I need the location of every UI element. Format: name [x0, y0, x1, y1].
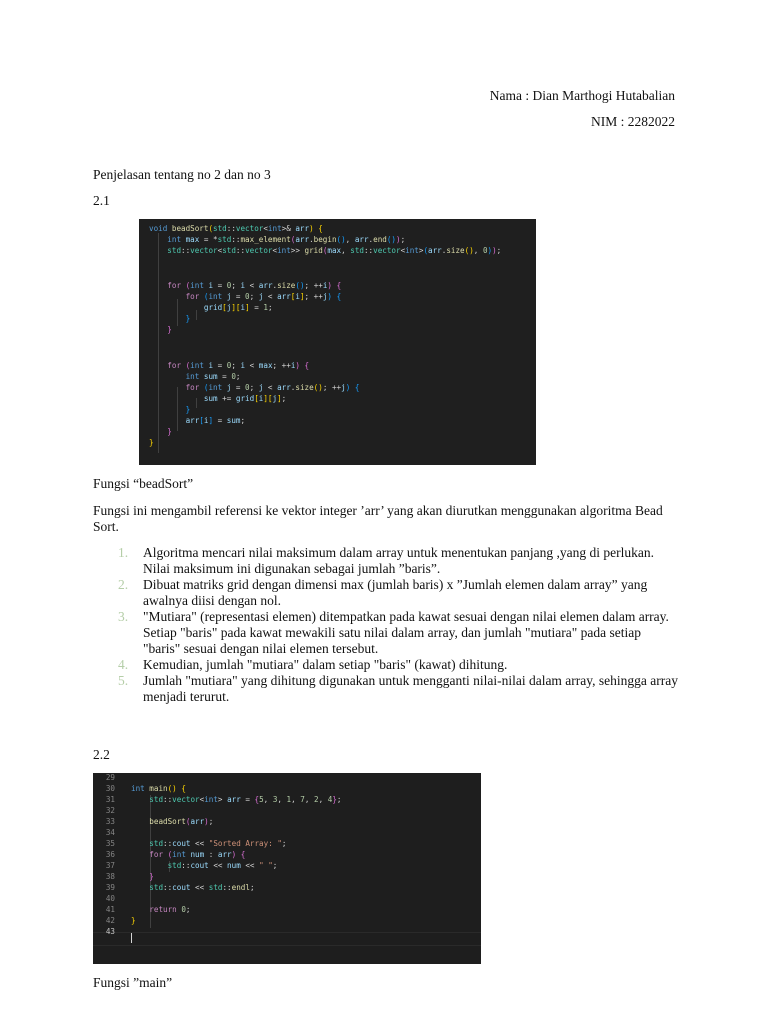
- code-line: std::cout << "Sorted Array: ";: [149, 839, 287, 848]
- line-number: 33: [105, 817, 115, 826]
- line-number: 38: [105, 872, 115, 881]
- code-line: }: [149, 438, 154, 447]
- code-line: for (int num : arr) {: [149, 850, 246, 859]
- code-line: int max = *std::max_element(arr.begin(), arr.end());: [167, 235, 406, 244]
- line-number: 31: [105, 795, 115, 804]
- intro-text: Penjelasan tentang no 2 dan no 3: [93, 167, 271, 182]
- line-number: 34: [105, 828, 115, 837]
- line-number: 40: [105, 894, 115, 903]
- code-line: return 0;: [149, 905, 191, 914]
- code-line: }: [185, 405, 191, 414]
- line-number: 35: [105, 839, 115, 848]
- line-number: 29: [105, 773, 115, 782]
- student-nim: NIM : 2282022: [591, 114, 675, 129]
- code-line: int sum = 0;: [185, 372, 241, 381]
- code-screenshot-beadsort: [139, 219, 536, 465]
- line-number: 41: [105, 905, 115, 914]
- section-number-2-1: 2.1: [93, 193, 110, 208]
- code-line: arr[i] = sum;: [185, 416, 246, 425]
- line-number: 39: [105, 883, 115, 892]
- line-number: 43: [105, 927, 115, 936]
- list-item: 1. Algoritma mencari nilai maksimum dalam array untuk menentukan panjang ,yang di perlukan. Nilai maksimum ini digunakan sebagai jumlah ”baris”.: [118, 545, 654, 576]
- line-number: 42: [105, 916, 115, 925]
- code-line: }: [167, 427, 172, 436]
- caption-main: Fungsi ”main”: [93, 975, 173, 990]
- list-item: 4. Kemudian, jumlah "mutiara" dalam setiap "baris" (kawat) dihitung.: [118, 657, 508, 672]
- code-line: grid[j][i] = 1;: [203, 303, 273, 312]
- code-screenshot-main: [93, 773, 481, 964]
- code-line: std::vector<int> arr = {5, 3, 1, 7, 2, 4};: [149, 795, 342, 804]
- code-line: }: [185, 314, 191, 323]
- code-line: beadSort(arr);: [149, 817, 214, 826]
- code-line: for (int j = 0; j < arr.size(); ++j) {: [185, 383, 360, 392]
- code-line: }: [149, 872, 154, 881]
- section-number-2-2: 2.2: [93, 747, 110, 762]
- line-number: 30: [105, 784, 115, 793]
- line-number: 32: [105, 806, 115, 815]
- list-item: 5. Jumlah "mutiara" yang dihitung digunakan untuk mengganti nilai-nilai dalam array, sehingga array menjadi terurut.: [118, 673, 678, 704]
- beadsort-description: Fungsi ini mengambil referensi ke vektor integer ’arr’ yang akan diurutkan menggunakan algoritma Bead Sort.: [93, 503, 663, 534]
- list-item: 3. "Mutiara" (representasi elemen) ditempatkan pada kawat sesuai dengan nilai elemen dalam array. Setiap "baris" pada kawat mewakili satu nilai dalam array, dan jumlah "mutiara" pada setiap "baris" sesuai dengan nilai elemen tersebut.: [118, 609, 669, 656]
- code-line: std::cout << num << " ";: [167, 861, 278, 870]
- algorithm-steps-list: [93, 545, 678, 705]
- code-line: }: [131, 916, 136, 925]
- line-number: 36: [105, 850, 115, 859]
- code-line: std::vector<std::vector<int>> grid(max, std::vector<int>(arr.size(), 0));: [167, 246, 502, 255]
- line-number: 37: [105, 861, 115, 870]
- code-line: for (int j = 0; j < arr[i]; ++j) {: [185, 292, 342, 301]
- student-name: Nama : Dian Marthogi Hutabalian: [489, 88, 675, 103]
- list-item: 2. Dibuat matriks grid dengan dimensi max (jumlah baris) x ”Jumlah elemen dalam array” yang awalnya diisi dengan nol.: [118, 577, 648, 608]
- caption-beadsort: Fungsi “beadSort”: [93, 476, 194, 491]
- code-line: for (int i = 0; i < max; ++i) {: [167, 361, 310, 370]
- code-line: sum += grid[i][j];: [203, 394, 287, 403]
- text-cursor: [131, 933, 132, 943]
- code-line: void beadSort(std::vector<int>& arr) {: [149, 224, 323, 233]
- code-line: std::cout << std::endl;: [149, 883, 255, 892]
- code-line: int main() {: [131, 784, 186, 793]
- code-line: }: [167, 325, 172, 334]
- code-line: for (int i = 0; i < arr.size(); ++i) {: [167, 281, 342, 290]
